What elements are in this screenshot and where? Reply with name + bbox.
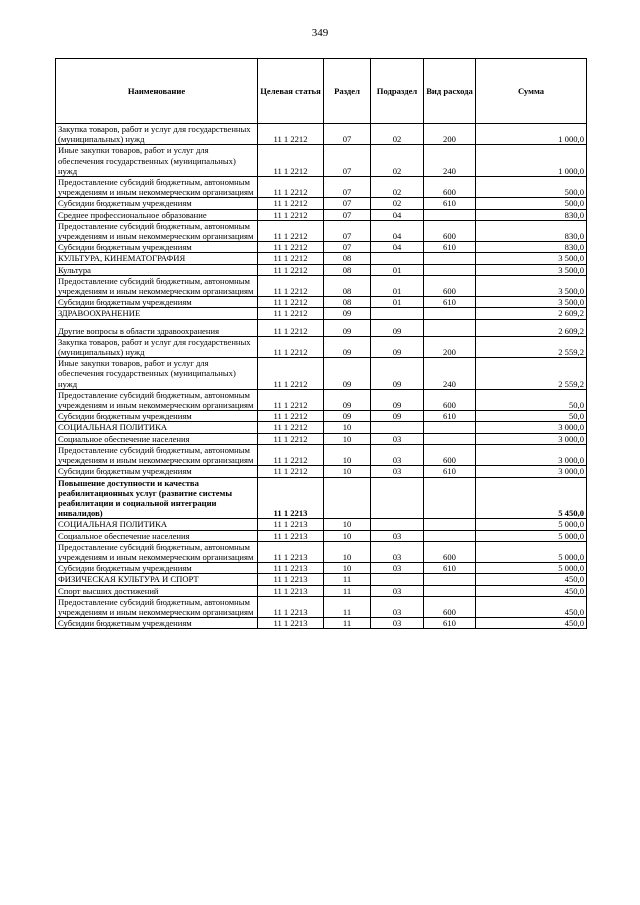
row-section: 07 (324, 124, 371, 145)
row-target-code: 11 1 2213 (258, 519, 324, 530)
row-subsection: 03 (371, 585, 424, 596)
table-row (56, 124, 587, 145)
table-row (56, 596, 587, 617)
row-name: Закупка товаров, работ и услуг для государственных (муниципальных) нужд (56, 336, 258, 357)
row-name: Субсидии бюджетным учреждениям (56, 242, 258, 253)
row-expense-type (424, 530, 476, 541)
table-row (56, 585, 587, 596)
row-subsection: 03 (371, 466, 424, 477)
row-section: 07 (324, 209, 371, 220)
budget-table (55, 58, 587, 629)
row-expense-type: 610 (424, 466, 476, 477)
row-subsection: 01 (371, 264, 424, 275)
row-sum: 2 609,2 (476, 308, 587, 319)
header-code: Целевая статья (258, 59, 324, 124)
row-sum: 50,0 (476, 411, 587, 422)
row-expense-type: 610 (424, 563, 476, 574)
row-target-code: 11 1 2212 (258, 389, 324, 410)
row-expense-type: 600 (424, 596, 476, 617)
row-expense-type: 600 (424, 275, 476, 296)
table-row (56, 308, 587, 319)
row-target-code: 11 1 2213 (258, 530, 324, 541)
row-name: Предоставление субсидий бюджетным, автономным учреждениям и иным некоммерческим организациям (56, 275, 258, 296)
row-expense-type: 610 (424, 198, 476, 209)
row-target-code: 11 1 2212 (258, 466, 324, 477)
header-subsection: Подраздел (371, 59, 424, 124)
row-subsection: 02 (371, 198, 424, 209)
row-subsection (371, 574, 424, 585)
row-name: Предоставление субсидий бюджетным, автономным учреждениям и иным некоммерческим организациям (56, 389, 258, 410)
row-expense-type (424, 422, 476, 433)
row-subsection: 03 (371, 530, 424, 541)
row-subsection: 03 (371, 596, 424, 617)
row-target-code: 11 1 2212 (258, 275, 324, 296)
row-section: 07 (324, 220, 371, 241)
row-subsection: 04 (371, 209, 424, 220)
row-subsection: 09 (371, 319, 424, 336)
row-target-code: 11 1 2212 (258, 336, 324, 357)
row-expense-type: 610 (424, 297, 476, 308)
row-name: Предоставление субсидий бюджетным, автономным учреждениям и иным некоммерческим организациям (56, 177, 258, 198)
row-section: 08 (324, 297, 371, 308)
table-row (56, 433, 587, 444)
row-section: 08 (324, 275, 371, 296)
row-subsection (371, 422, 424, 433)
row-target-code: 11 1 2212 (258, 253, 324, 264)
row-subsection: 03 (371, 444, 424, 465)
table-row (56, 253, 587, 264)
row-section: 07 (324, 198, 371, 209)
row-name: Иные закупки товаров, работ и услуг для обеспечения государственных (муниципальных) нужд (56, 358, 258, 390)
row-subsection: 09 (371, 358, 424, 390)
header-sum: Сумма (476, 59, 587, 124)
row-subsection: 04 (371, 220, 424, 241)
row-name: Закупка товаров, работ и услуг для государственных (муниципальных) нужд (56, 124, 258, 145)
row-section: 07 (324, 242, 371, 253)
row-sum: 830,0 (476, 242, 587, 253)
row-sum: 2 609,2 (476, 319, 587, 336)
row-name: Социальное обеспечение населения (56, 530, 258, 541)
row-expense-type (424, 433, 476, 444)
table-row (56, 530, 587, 541)
table-row (56, 177, 587, 198)
row-expense-type (424, 209, 476, 220)
row-section: 10 (324, 422, 371, 433)
table-row (56, 242, 587, 253)
row-target-code: 11 1 2212 (258, 145, 324, 177)
row-target-code: 11 1 2212 (258, 411, 324, 422)
row-subsection: 09 (371, 389, 424, 410)
row-expense-type: 600 (424, 444, 476, 465)
row-target-code: 11 1 2212 (258, 308, 324, 319)
row-sum: 3 500,0 (476, 297, 587, 308)
row-section: 09 (324, 389, 371, 410)
table-row (56, 319, 587, 336)
row-expense-type: 600 (424, 220, 476, 241)
row-section: 07 (324, 145, 371, 177)
row-expense-type: 600 (424, 541, 476, 562)
table-row (56, 297, 587, 308)
table-row (56, 275, 587, 296)
table-row (56, 422, 587, 433)
row-section: 10 (324, 466, 371, 477)
row-sum: 450,0 (476, 574, 587, 585)
row-sum: 50,0 (476, 389, 587, 410)
row-expense-type (424, 585, 476, 596)
row-sum: 450,0 (476, 596, 587, 617)
row-section: 09 (324, 308, 371, 319)
row-sum: 5 000,0 (476, 563, 587, 574)
row-target-code: 11 1 2213 (258, 563, 324, 574)
row-expense-type: 600 (424, 389, 476, 410)
row-sum: 3 000,0 (476, 466, 587, 477)
row-expense-type: 600 (424, 177, 476, 198)
row-target-code: 11 1 2212 (258, 264, 324, 275)
row-expense-type: 610 (424, 411, 476, 422)
table-row (56, 477, 587, 519)
row-sum: 1 000,0 (476, 124, 587, 145)
row-sum: 1 000,0 (476, 145, 587, 177)
row-name: СОЦИАЛЬНАЯ ПОЛИТИКА (56, 519, 258, 530)
row-subsection (371, 519, 424, 530)
table-row (56, 574, 587, 585)
row-name: ФИЗИЧЕСКАЯ КУЛЬТУРА И СПОРТ (56, 574, 258, 585)
row-subsection: 03 (371, 541, 424, 562)
table-row (56, 198, 587, 209)
row-section: 11 (324, 618, 371, 629)
row-section: 08 (324, 264, 371, 275)
row-sum: 3 000,0 (476, 433, 587, 444)
row-target-code: 11 1 2212 (258, 297, 324, 308)
row-subsection (371, 308, 424, 319)
row-subsection: 04 (371, 242, 424, 253)
row-target-code: 11 1 2212 (258, 433, 324, 444)
row-subsection: 01 (371, 297, 424, 308)
row-section: 10 (324, 433, 371, 444)
row-sum: 2 559,2 (476, 336, 587, 357)
row-name: Предоставление субсидий бюджетным, автономным учреждениям и иным некоммерческим организациям (56, 220, 258, 241)
row-sum: 830,0 (476, 209, 587, 220)
row-name: Предоставление субсидий бюджетным, автономным учреждениям и иным некоммерческим организациям (56, 541, 258, 562)
row-target-code: 11 1 2212 (258, 198, 324, 209)
row-subsection: 09 (371, 411, 424, 422)
table-row (56, 209, 587, 220)
row-expense-type (424, 253, 476, 264)
row-subsection (371, 253, 424, 264)
row-target-code: 11 1 2212 (258, 242, 324, 253)
row-expense-type: 610 (424, 242, 476, 253)
row-expense-type: 240 (424, 358, 476, 390)
row-section: 09 (324, 336, 371, 357)
row-target-code: 11 1 2212 (258, 358, 324, 390)
row-target-code: 11 1 2212 (258, 444, 324, 465)
table-row (56, 466, 587, 477)
table-row (56, 389, 587, 410)
row-section: 09 (324, 358, 371, 390)
row-expense-type (424, 574, 476, 585)
row-section: 10 (324, 519, 371, 530)
page-number: 349 (311, 27, 329, 39)
row-name: Спорт высших достижений (56, 585, 258, 596)
row-section: 11 (324, 596, 371, 617)
table-row (56, 519, 587, 530)
row-name: Иные закупки товаров, работ и услуг для обеспечения государственных (муниципальных) нужд (56, 145, 258, 177)
row-name: Субсидии бюджетным учреждениям (56, 198, 258, 209)
table-row (56, 358, 587, 390)
row-section: 10 (324, 530, 371, 541)
row-name: Субсидии бюджетным учреждениям (56, 411, 258, 422)
row-section: 11 (324, 585, 371, 596)
header-section: Раздел (324, 59, 371, 124)
header-name: Наименование (56, 59, 258, 124)
table-row (56, 264, 587, 275)
row-target-code: 11 1 2213 (258, 585, 324, 596)
row-subsection: 02 (371, 124, 424, 145)
row-sum: 500,0 (476, 198, 587, 209)
row-expense-type: 610 (424, 618, 476, 629)
row-subsection: 03 (371, 433, 424, 444)
row-name: Повышение доступности и качества реабилитационных услуг (развитие системы реабилитации и социальной интеграции инвалидов) (56, 477, 258, 519)
row-sum: 5 000,0 (476, 530, 587, 541)
header-type: Вид расхода (424, 59, 476, 124)
row-target-code: 11 1 2213 (258, 618, 324, 629)
row-name: Субсидии бюджетным учреждениям (56, 466, 258, 477)
row-target-code: 11 1 2213 (258, 574, 324, 585)
row-expense-type: 240 (424, 145, 476, 177)
table-row (56, 145, 587, 177)
row-section: 10 (324, 541, 371, 562)
row-sum: 3 000,0 (476, 444, 587, 465)
row-subsection: 01 (371, 275, 424, 296)
row-subsection: 02 (371, 145, 424, 177)
row-sum: 450,0 (476, 585, 587, 596)
row-section: 08 (324, 253, 371, 264)
table-row (56, 563, 587, 574)
row-name: Субсидии бюджетным учреждениям (56, 618, 258, 629)
row-section: 09 (324, 411, 371, 422)
row-target-code: 11 1 2213 (258, 477, 324, 519)
row-section: 09 (324, 319, 371, 336)
row-subsection: 02 (371, 177, 424, 198)
row-sum: 450,0 (476, 618, 587, 629)
row-name: Предоставление субсидий бюджетным, автономным учреждениям и иным некоммерческим организациям (56, 596, 258, 617)
row-sum: 830,0 (476, 220, 587, 241)
row-subsection: 09 (371, 336, 424, 357)
row-name: Субсидии бюджетным учреждениям (56, 563, 258, 574)
row-name: КУЛЬТУРА, КИНЕМАТОГРАФИЯ (56, 253, 258, 264)
row-sum: 2 559,2 (476, 358, 587, 390)
row-sum: 3 500,0 (476, 264, 587, 275)
row-target-code: 11 1 2212 (258, 220, 324, 241)
row-name: ЗДРАВООХРАНЕНИЕ (56, 308, 258, 319)
row-sum: 500,0 (476, 177, 587, 198)
row-target-code: 11 1 2212 (258, 209, 324, 220)
row-expense-type (424, 519, 476, 530)
row-expense-type (424, 319, 476, 336)
table-row (56, 336, 587, 357)
row-sum: 3 500,0 (476, 275, 587, 296)
row-name: Предоставление субсидий бюджетным, автономным учреждениям и иным некоммерческим организациям (56, 444, 258, 465)
row-section (324, 477, 371, 519)
row-subsection: 03 (371, 563, 424, 574)
row-target-code: 11 1 2212 (258, 124, 324, 145)
row-section: 10 (324, 563, 371, 574)
row-sum: 5 000,0 (476, 519, 587, 530)
row-name: Социальное обеспечение населения (56, 433, 258, 444)
row-expense-type (424, 477, 476, 519)
table-row (56, 541, 587, 562)
row-name: Культура (56, 264, 258, 275)
table-row (56, 411, 587, 422)
row-target-code: 11 1 2213 (258, 541, 324, 562)
table-body (56, 124, 587, 629)
row-section: 10 (324, 444, 371, 465)
row-name: СОЦИАЛЬНАЯ ПОЛИТИКА (56, 422, 258, 433)
row-section: 11 (324, 574, 371, 585)
table-row (56, 444, 587, 465)
row-expense-type: 200 (424, 336, 476, 357)
row-sum: 5 000,0 (476, 541, 587, 562)
row-expense-type: 200 (424, 124, 476, 145)
row-sum: 3 000,0 (476, 422, 587, 433)
row-sum: 3 500,0 (476, 253, 587, 264)
row-target-code: 11 1 2212 (258, 422, 324, 433)
row-name: Субсидии бюджетным учреждениям (56, 297, 258, 308)
row-target-code: 11 1 2213 (258, 596, 324, 617)
row-sum: 5 450,0 (476, 477, 587, 519)
row-name: Другие вопросы в области здравоохранения (56, 319, 258, 336)
row-target-code: 11 1 2212 (258, 177, 324, 198)
row-subsection: 03 (371, 618, 424, 629)
table-row (56, 618, 587, 629)
row-subsection (371, 477, 424, 519)
row-name: Среднее профессиональное образование (56, 209, 258, 220)
table-row (56, 220, 587, 241)
row-section: 07 (324, 177, 371, 198)
row-target-code: 11 1 2212 (258, 319, 324, 336)
row-expense-type (424, 308, 476, 319)
table-header-row (56, 59, 587, 124)
row-expense-type (424, 264, 476, 275)
